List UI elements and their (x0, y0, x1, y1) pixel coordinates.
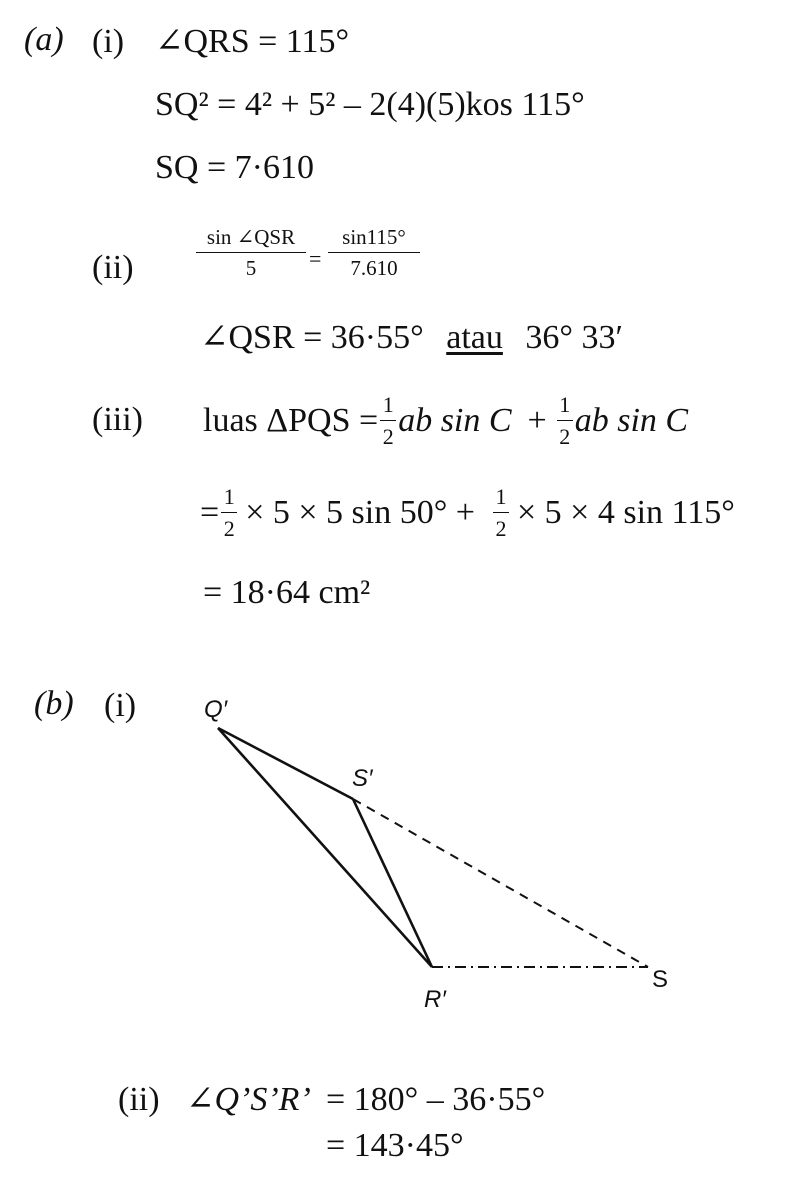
substitution-term-1: × 5 × 5 sin 50° + (245, 494, 475, 531)
area-term: ab sin C (398, 402, 512, 439)
equals-sign: = (200, 494, 220, 531)
part-a-ii-label: (ii) (92, 249, 134, 286)
side-s-prime-r (353, 799, 432, 967)
part-b-i-label: (i) (104, 687, 137, 724)
half-denominator: 2 (382, 424, 394, 449)
half-numerator: 1 (223, 484, 235, 509)
cosine-rule-line: SQ² = 4² + 5² – 2(4)(5)kos 115° (155, 86, 585, 123)
fraction-numerator: sin115° (342, 225, 406, 249)
angle-qsr-decimal: ∠QSR = 36·55° (200, 319, 424, 356)
dashed-side-s-prime-s (353, 799, 648, 967)
point-s-prime-label: S′ (352, 765, 373, 792)
part-b-ii-label: (ii) (118, 1081, 160, 1118)
supplementary-angle-line: = 180° – 36·55° (326, 1081, 546, 1118)
half-numerator: 1 (495, 484, 507, 509)
half-denominator: 2 (223, 516, 235, 541)
angle-qrs-line: ∠QRS = 115° (155, 23, 350, 60)
part-a-iii-label: (iii) (92, 401, 143, 438)
point-r-prime-label: R′ (424, 986, 446, 1013)
area-term: ab sin C (574, 402, 689, 439)
plus-sign: + (527, 402, 547, 439)
sine-rule-equals: = (309, 246, 322, 271)
fraction-denominator: 7.610 (350, 256, 398, 280)
half-numerator: 1 (559, 392, 571, 417)
angle-result-line: = 143·45° (326, 1127, 464, 1164)
fraction-denominator: 5 (245, 256, 257, 280)
sq-result-line: SQ = 7·610 (155, 149, 314, 186)
half-denominator: 2 (559, 424, 571, 449)
substitution-term-2: × 5 × 4 sin 115° (517, 494, 735, 531)
side-q-s-prime (218, 728, 353, 799)
part-a-i-label: (i) (92, 23, 125, 60)
half-numerator: 1 (382, 392, 394, 417)
area-prefix: luas ΔPQS = (203, 402, 379, 439)
fraction-numerator: sin ∠QSR (206, 225, 296, 249)
part-a-label: (a) (24, 21, 64, 58)
point-q-prime-label: Q′ (204, 696, 228, 723)
part-b-label: (b) (34, 685, 74, 722)
area-result-line: = 18·64 cm² (203, 574, 371, 611)
angle-qsr-minutes: 36° 33′ (525, 319, 623, 356)
half-denominator: 2 (495, 516, 507, 541)
or-word: atau (446, 319, 503, 356)
angle-q-s-r-name: ∠Q’S’R’ (186, 1081, 311, 1118)
point-s-label: S (652, 966, 669, 993)
side-q-r (218, 728, 432, 967)
